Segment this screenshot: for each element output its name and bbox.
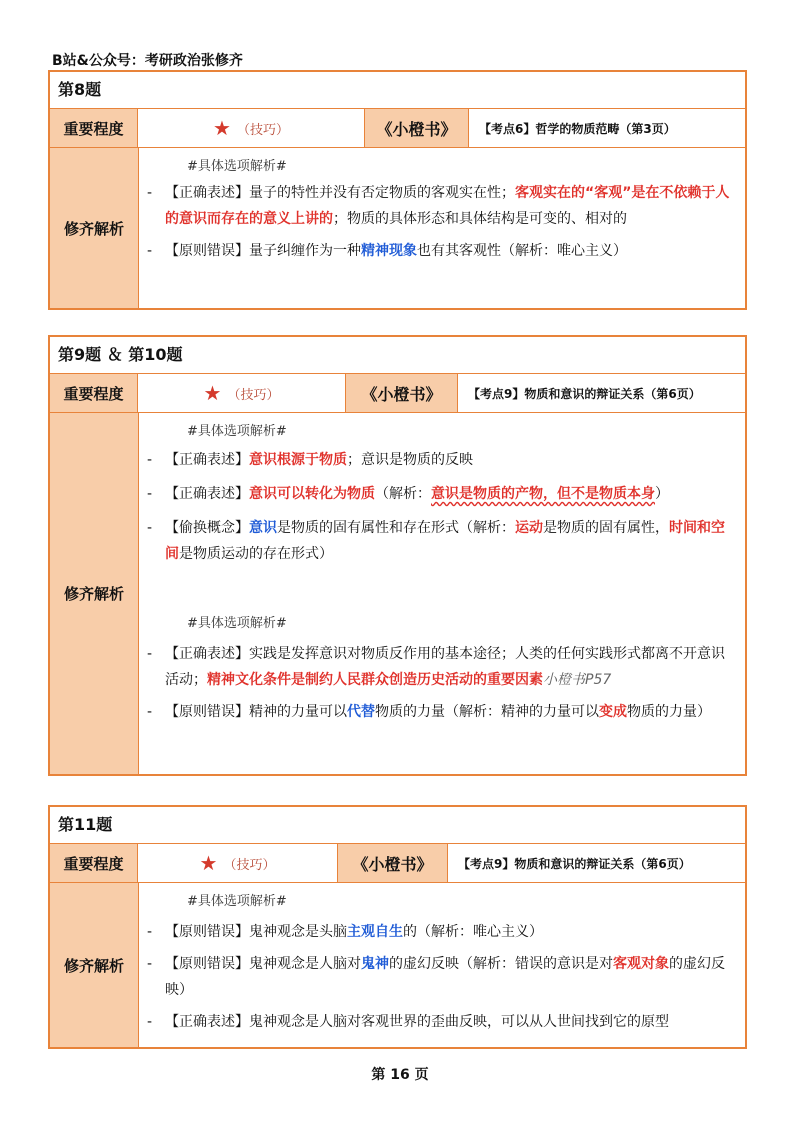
list-item: - 【原则错误】鬼神观念是人脑对鬼神的虚幻反映（解析：错误的意识是对客观对象的虚幻反映）: [147, 956, 725, 998]
importance-label: 重要程度: [50, 374, 138, 412]
reference: 【考点9】物质和意识的辩证关系（第6页）: [468, 386, 701, 401]
list-item: - 【原则错误】量子纠缠作为一种精神现象也有其客观性（解析：唯心主义）: [147, 243, 627, 259]
sub-heading: #具体选项解析#: [187, 159, 287, 174]
sub-heading: #具体选项解析#: [187, 424, 287, 439]
analysis-label: 修齐解析: [50, 883, 139, 1047]
reference: 【考点9】物质和意识的辩证关系（第6页）: [458, 856, 691, 871]
skill-tag: （技巧）: [227, 387, 280, 403]
question-title: 第11题: [50, 807, 745, 844]
sub-heading: #具体选项解析#: [187, 894, 287, 909]
skill-tag: （技巧）: [236, 122, 289, 138]
list-item: - 【正确表述】意识可以转化为物质（解析：意识是物质的产物，但不是物质本身）: [147, 486, 669, 502]
reference: 【考点6】哲学的物质范畴（第3页）: [479, 121, 676, 136]
sub-heading: #具体选项解析#: [187, 616, 287, 631]
importance-rating: [138, 844, 338, 882]
importance-label: 重要程度: [50, 109, 138, 147]
list-item: - 【正确表述】鬼神观念是人脑对客观世界的歪曲反映，可以从人世间找到它的原型: [147, 1014, 669, 1030]
analysis-row: [50, 148, 745, 308]
importance-rating: [138, 374, 346, 412]
star-icon: ★: [199, 851, 218, 875]
question-8-block: [48, 70, 747, 310]
skill-tag: （技巧）: [223, 857, 276, 873]
list-item: - 【正确表述】量子的特性并没有否定物质的客观实在性；客观实在的“客观”是在不依赖于人的意识而存在的意义上讲的；物质的具体形态和具体结构是可变的、相对的: [147, 185, 730, 227]
question-9-10-block: [48, 335, 747, 776]
importance-row: [50, 109, 745, 148]
importance-row: [50, 374, 745, 413]
importance-row: [50, 844, 745, 883]
book-title: 《小橙书》: [365, 109, 469, 147]
question-title: 第8题: [50, 72, 745, 109]
list-item: - 【原则错误】精神的力量可以代替物质的力量（解析：精神的力量可以变成物质的力量）: [147, 704, 711, 720]
question-11-block: [48, 805, 747, 1049]
page-number: 第 16 页: [371, 1067, 429, 1083]
analysis-content: [139, 413, 745, 774]
analysis-label: 修齐解析: [50, 148, 139, 308]
list-item: - 【原则错误】鬼神观念是头脑主观自生的（解析：唯心主义）: [147, 924, 543, 940]
importance-rating: [138, 109, 365, 147]
book-title: 《小橙书》: [346, 374, 458, 412]
importance-label: 重要程度: [50, 844, 138, 882]
list-item: - 【正确表述】实践是发挥意识对物质反作用的基本途径；人类的任何实践形式都离不开意识活动；精神文化条件是制约人民群众创造历史活动的重要因素小橙书P57: [147, 646, 725, 688]
star-icon: ★: [213, 116, 231, 140]
list-item: - 【偷换概念】意识是物质的固有属性和存在形式（解析：运动是物质的固有属性，时间和空间是物质运动的存在形式）: [147, 520, 725, 562]
analysis-row: [50, 883, 745, 1047]
analysis-label: 修齐解析: [50, 413, 139, 774]
analysis-row: [50, 413, 745, 774]
analysis-content: [139, 148, 745, 308]
page-header: B站&公众号：考研政治张修齐: [52, 53, 243, 69]
list-item: - 【正确表述】意识根源于物质；意识是物质的反映: [147, 452, 473, 468]
analysis-content: [139, 883, 745, 1047]
star-icon: ★: [203, 381, 222, 405]
question-title: 第9题 ＆ 第10题: [50, 337, 745, 374]
book-title: 《小橙书》: [338, 844, 448, 882]
